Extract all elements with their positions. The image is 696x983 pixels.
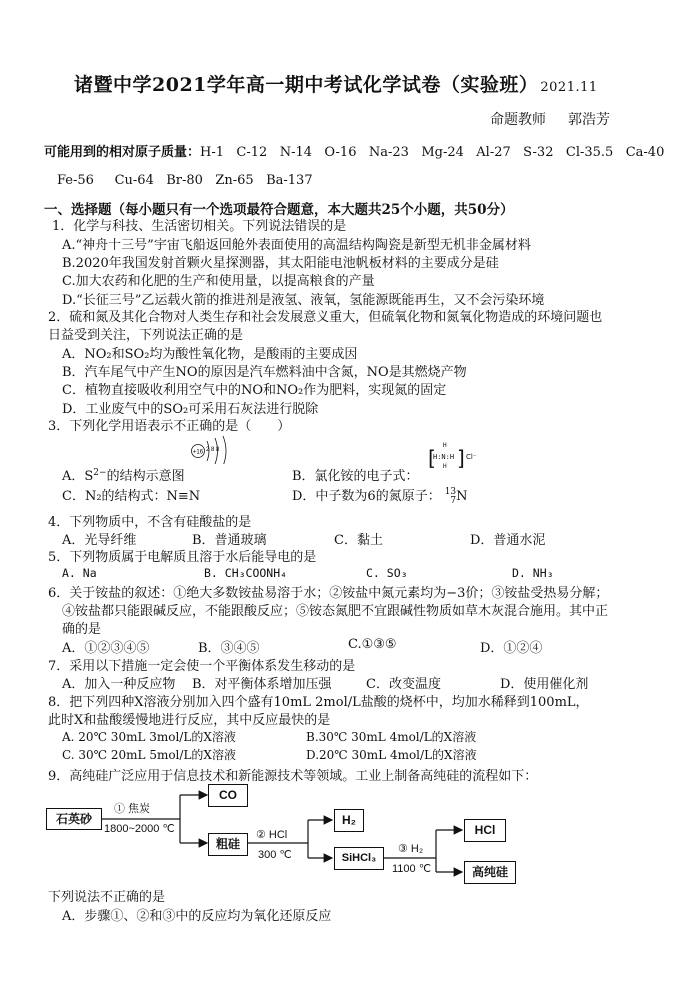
q5-option-c: C. SO₃ <box>366 566 408 580</box>
q6-option-d: D．①②④ <box>480 641 543 656</box>
pure-silicon-box: 高纯硅 <box>464 861 516 884</box>
q3-option-a: A．$S^{2-}$的结构示意图 <box>62 468 185 484</box>
q8-stem-2: 此时X和盐酸缓慢地进行反应，其中反应最快的是 <box>48 713 331 728</box>
q4-option-a: A．光导纤维 <box>62 533 137 548</box>
q2-option-a: A．NO₂和SO₂均为酸性氧化物，是酸雨的主要成因 <box>62 347 358 362</box>
q8-option-c: C. 30℃ 20mL 5mol/L的X溶液 <box>62 748 236 762</box>
exam-date: 2021.11 <box>540 80 598 95</box>
atomic-masses-line2: Fe-56 Cu-64 Br-80 Zn-65 Ba-137 <box>57 173 313 188</box>
section-heading: 一、选择题（每小题只有一个选项最符合题意，本大题共25个小题，共50分） <box>44 202 514 218</box>
atom-core-label: +16 <box>192 449 204 456</box>
q6-option-a: A．①②③④⑤ <box>62 641 150 656</box>
step1-temp: 1800~2000 ℃ <box>104 823 175 835</box>
crude-silicon-box: 粗硅 <box>208 833 248 856</box>
electron-formula-ion: Cl⁻ <box>466 453 477 461</box>
q3-option-d: D．中子数为6的氮原子： 13 7 N <box>292 486 468 506</box>
q1-stem: 1．化学与科技、生活密切相关。下列说法错误的是 <box>52 219 347 234</box>
q7-option-d: D．使用催化剂 <box>500 677 589 692</box>
q7-stem: 7．采用以下措施一定会使一个平衡体系发生移动的是 <box>48 659 356 674</box>
step2-label: ② HCl <box>256 829 288 841</box>
q8-option-b: B.30℃ 30mL 4mol/L的X溶液 <box>306 730 477 744</box>
atom-shell-label: 2 8 8 <box>206 447 220 453</box>
q6-stem-1: 6．关于铵盐的叙述：①绝大多数铵盐易溶于水；②铵盐中氮元素均为−3价；③铵盐受热易分解； <box>48 586 609 601</box>
q7-option-a: A．加入一种反应物 <box>62 677 176 692</box>
q7-option-b: B．对平衡体系增加压强 <box>192 677 332 692</box>
atomic-masses-line1: H-1 C-12 N-14 O-16 Na-23 Mg-24 Al-27 S-32 Cl-35.5 Ca-40 <box>200 145 665 160</box>
teacher-name: 郭浩芳 <box>568 112 610 128</box>
q2-stem-1: 2．硫和氮及其化合物对人类生存和社会发展意义重大，但硫氧化物和氮氧化物造成的环境问题也 <box>48 310 603 325</box>
q1-option-a: A.“神舟十三号”宇宙飞船返回舱外表面使用的高温结构陶瓷是新型无机非金属材料 <box>62 238 531 253</box>
q3-option-c: C．N₂的结构式：N≡N <box>62 489 201 504</box>
q6-stem-3: 确的是 <box>62 622 102 637</box>
q1-option-b: B.2020年我国发射首颗火星探测器，其太阳能电池帆板材料的主要成分是硅 <box>62 256 499 271</box>
q4-option-c: C．黏土 <box>334 533 383 548</box>
ammonium-chloride-electron-formula: [ H H:N:H H ] Cl⁻ <box>428 442 477 470</box>
co-box: CO <box>208 784 248 807</box>
page-title: 诸暨中学2021学年高一期中考试化学试卷（实验班） 2021.11 <box>74 74 598 96</box>
q6-stem-2: ④铵盐都只能跟碱反应，不能跟酸反应；⑤铵态氮肥不宜跟碱性物质如草木灰混合施用。其中正 <box>62 604 609 619</box>
step1-label: ① 焦炭 <box>114 803 151 815</box>
q2-option-c: C．植物直接吸收利用空气中的NO和NO₂作为肥料，实现氮的固定 <box>62 383 447 398</box>
q9-option-a: A．步骤①、②和③中的反应均为氧化还原反应 <box>62 909 332 924</box>
q5-option-d: D. NH₃ <box>512 566 554 580</box>
atomic-masses-label: 可能用到的相对原子质量： <box>44 145 201 160</box>
q9-stem-2: 下列说法不正确的是 <box>48 890 166 905</box>
q2-stem-2: 日益受到关注，下列说法正确的是 <box>48 328 244 343</box>
q7-option-c: C．改变温度 <box>366 677 441 692</box>
step3-label: ③ H₂ <box>398 843 424 855</box>
quartz-sand-box: 石英砂 <box>46 808 102 830</box>
q3-option-b: B．氯化铵的电子式： <box>292 469 419 484</box>
q8-option-a: A. 20℃ 30mL 3mol/L的X溶液 <box>62 730 236 744</box>
q6-option-c: C.①③⑤ <box>348 637 397 652</box>
q1-option-c: C.加大农药和化肥的生产和使用量，以提高粮食的产量 <box>62 274 375 289</box>
q2-option-d: D．工业废气中的SO₂可采用石灰法进行脱除 <box>62 402 319 417</box>
step3-temp: 1100 ℃ <box>392 863 432 875</box>
q5-option-b: B. CH₃COONH₄ <box>204 566 288 580</box>
q3-stem: 3．下列化学用语表示不正确的是（ ） <box>48 419 291 434</box>
q9-stem: 9．高纯硅广泛应用于信息技术和新能源技术等领域。工业上制备高纯硅的流程如下： <box>48 769 538 784</box>
q8-stem-1: 8．把下列四种X溶液分别加入四个盛有10mL 2mol/L盐酸的烧杯中，均加水稀释到100mL， <box>48 695 589 710</box>
q4-option-b: B．普通玻璃 <box>192 533 267 548</box>
q1-option-d: D.“长征三号”乙运载火箭的推进剂是液氢、液氧，氢能源既能再生，又不会污染环境 <box>62 293 545 308</box>
step2-temp: 300 ℃ <box>258 849 292 861</box>
q4-stem: 4．下列物质中，不含有硅酸盐的是 <box>48 515 252 530</box>
q2-option-b: B．汽车尾气中产生NO的原因是汽车燃料油中含氮，NO是其燃烧产物 <box>62 365 467 380</box>
q8-option-d: D.20℃ 30mL 4mol/L的X溶液 <box>306 748 477 762</box>
teacher-label: 命题教师 <box>490 112 546 128</box>
q5-option-a: A. Na <box>62 566 97 580</box>
hydrogen-box: H₂ <box>334 809 364 832</box>
electron-formula-text: H:N:H <box>433 453 455 461</box>
q6-option-b: B．③④⑤ <box>198 641 260 656</box>
q5-stem: 5．下列物质属于电解质且溶于水后能导电的是 <box>48 550 317 565</box>
hcl-box: HCl <box>464 819 506 842</box>
q4-option-d: D．普通水泥 <box>470 533 546 548</box>
sihcl3-box: SiHCl₃ <box>334 847 384 870</box>
